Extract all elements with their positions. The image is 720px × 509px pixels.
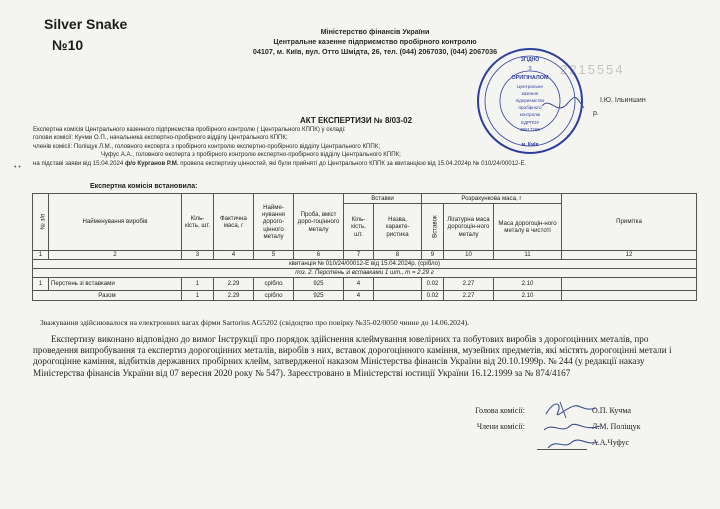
signature-role: Голова комісії:	[475, 406, 525, 415]
expertise-basis	[33, 334, 693, 379]
svg-text:36617268: 36617268	[520, 127, 540, 132]
signature-name: О.П. Кучма	[592, 406, 631, 415]
signature-role: Члени комісії:	[476, 422, 525, 431]
svg-text:З: З	[528, 66, 532, 72]
svg-text:ЄДРПОУ: ЄДРПОУ	[520, 120, 540, 125]
handwritten-signatures	[540, 398, 604, 456]
total-ins-name	[374, 291, 422, 301]
total-ligature: 2.27	[444, 291, 494, 301]
col-number: 4	[214, 251, 254, 260]
col-header-qty: Кіль-кість, шт.	[182, 194, 214, 251]
stamp-year-suffix: р.	[593, 110, 599, 117]
col-number: 5	[254, 251, 294, 260]
receipt-row	[33, 260, 697, 269]
total-metal: срібло	[254, 291, 294, 301]
cell-name: Перстень зі вставками	[49, 278, 182, 291]
col-number: 11	[494, 251, 562, 260]
total-pure: 2.10	[494, 291, 562, 301]
expertise-table	[32, 193, 697, 301]
col-header-ins-mass: Вставок	[422, 204, 444, 251]
cell-ins-qty: 4	[344, 278, 374, 291]
svg-text:контролю: контролю	[519, 112, 541, 117]
total-row	[33, 291, 697, 301]
col-number: 6	[294, 251, 344, 260]
column-numbers-row	[33, 251, 697, 260]
col-header-ins-name: Назва, характе-ристика	[374, 204, 422, 251]
cell-metal: срібло	[254, 278, 294, 291]
margin-dots: • •	[14, 164, 21, 171]
table-row	[33, 278, 697, 291]
col-header-name: Найменування виробів	[49, 194, 182, 251]
svg-text:ОРИГІНАЛОМ: ОРИГІНАЛОМ	[511, 75, 549, 81]
svg-text:Центральне: Центральне	[517, 84, 543, 89]
signature-name: А.А.Чуфус	[592, 438, 630, 447]
col-header-assay: Проба, вміст доро-гоцінного металу	[294, 194, 344, 251]
cell-mass: 2.29	[214, 278, 254, 291]
col-number: 10	[444, 251, 494, 260]
col-number: 2	[49, 251, 182, 260]
basis-paragraph: Експертизу виконано відповідно до вимог Інструкції про порядок здійснення клеймування ювелірних та побутових виробів з дорогоцінних металів, про проведення випробування та експертиз дорогоцінних металів, виробів з них, вставок дорогоцінного каміння, музейних предметів, які містять дорогоцінні метали і дорогоцінне каміння, відбитків державних пробірних клейм, затвердженої наказом Міністерства фінансів України від 20.10.1999р. № 244 (у редакції наказу Міністерства фінансів України від 07 вересня 2020 року № 547). Зареєстровано в Міністерстві юстиції України 16.12.1999 за № 874/4167	[33, 334, 672, 378]
col-header-note: Примітка	[562, 194, 697, 251]
col-header-num: № з/п	[33, 194, 49, 251]
svg-text:пробірного: пробірного	[518, 105, 542, 110]
applicant-name: ф/о Курганов Р.М.	[124, 159, 179, 167]
intro-line: голови комісії: Кучми О.П., начальника експертно-пробірного відділу Центрального КППК;	[33, 134, 288, 142]
col-header-pure: Маса дорогоцін-ного металу в чистоті	[494, 204, 562, 251]
group-header-inserts: Вставки	[344, 194, 422, 204]
ministry-name: Міністерство фінансів України	[320, 27, 430, 36]
cell-note	[562, 278, 697, 291]
watermark-number: 2215554	[560, 62, 625, 77]
col-number: 8	[374, 251, 422, 260]
total-ins-qty: 4	[344, 291, 374, 301]
svg-text:ЗГІДНО: ЗГІДНО	[520, 57, 540, 63]
col-number: 12	[562, 251, 697, 260]
cell-ligature: 2.27	[444, 278, 494, 291]
col-header-ligature: Лігатурна маса дорогоцін-ного металу	[444, 204, 494, 251]
col-number: 1	[33, 251, 49, 260]
sticker-number: №10	[52, 37, 84, 53]
col-header-mass: Фактична маса, г	[214, 194, 254, 251]
svg-text:підприємство: підприємство	[515, 98, 545, 103]
cell-ins-name	[374, 278, 422, 291]
sticker-title: Silver Snake	[44, 16, 128, 32]
total-note	[562, 291, 697, 301]
total-assay: 925	[294, 291, 344, 301]
intro-line	[33, 160, 526, 168]
col-number: 3	[182, 251, 214, 260]
application-date: на підставі заяви від 15.04.2024	[33, 159, 124, 167]
receipt-caption: квитанція № 010/24/00012-Е від 15.04.2024р. (срібло)	[33, 260, 697, 269]
sticker-label	[44, 14, 127, 56]
signature-name: Л.М. Поліщук	[592, 422, 641, 431]
total-mass: 2.29	[214, 291, 254, 301]
office-name: Центральне казенне підприємство пробірного контролю	[273, 37, 477, 46]
group-header-calculation: Розрахункова маса, г	[422, 194, 562, 204]
intro-line: членів комісії: Поліщук Л.М., головного експерта з пробірного контролю експертно-пробірного відділу Центрального КППК;	[33, 142, 381, 150]
cell-num: 1	[33, 278, 49, 291]
svg-text:казенне: казенне	[521, 91, 539, 96]
intro-line: Експертна комісія Центрального казенного підприємства пробірного контролю ( Центрального КППК) у складі:	[33, 126, 346, 133]
act-title: АКТ ЕКСПЕРТИЗИ № 8/03-02	[300, 116, 413, 125]
total-qty: 1	[182, 291, 214, 301]
total-ins-mass: 0.02	[422, 291, 444, 301]
col-header-ins-qty: Кіль-кість, шт.	[344, 204, 374, 251]
total-label: Разом	[33, 291, 182, 301]
act-intro	[33, 126, 526, 168]
stamp-signer: І.Ю. Ільиншин	[600, 97, 646, 104]
col-number: 7	[344, 251, 374, 260]
col-header-metal: Наймe-нування дорого-цінного металу	[254, 194, 294, 251]
weighing-note: Зважування здійснювалося на електронних вагах фірми Sartorius AG5202 (свідоцтво про повірку №35-02/0050 чинне до 14.06.2024).	[40, 318, 470, 327]
receipt-reference: провела експертизу цінностей, які були прийняті до Центрального КППК за квитанцією від 15.04.2024р № 010/24/00012-Е.	[180, 159, 527, 167]
svg-text:м. Київ: м. Київ	[521, 142, 539, 148]
position-row	[33, 269, 697, 278]
cell-pure: 2.10	[494, 278, 562, 291]
col-number: 9	[422, 251, 444, 260]
intro-line: Чуфус А.А., головного експерта з пробірного контролю експертно-пробірного відділу Центрального КППК;	[101, 151, 401, 159]
cell-ins-mass: 0.02	[422, 278, 444, 291]
cell-qty: 1	[182, 278, 214, 291]
cell-assay: 925	[294, 278, 344, 291]
commission-established: Експертна комісія встановила:	[90, 183, 198, 190]
position-caption: поз. 2. Перстень зі вставками 1 шт., m = 2.29 г	[33, 269, 697, 278]
office-address: 04107, м. Київ, вул. Отто Шмідта, 26, тел. (044) 2067030, (044) 2067036	[252, 47, 498, 56]
